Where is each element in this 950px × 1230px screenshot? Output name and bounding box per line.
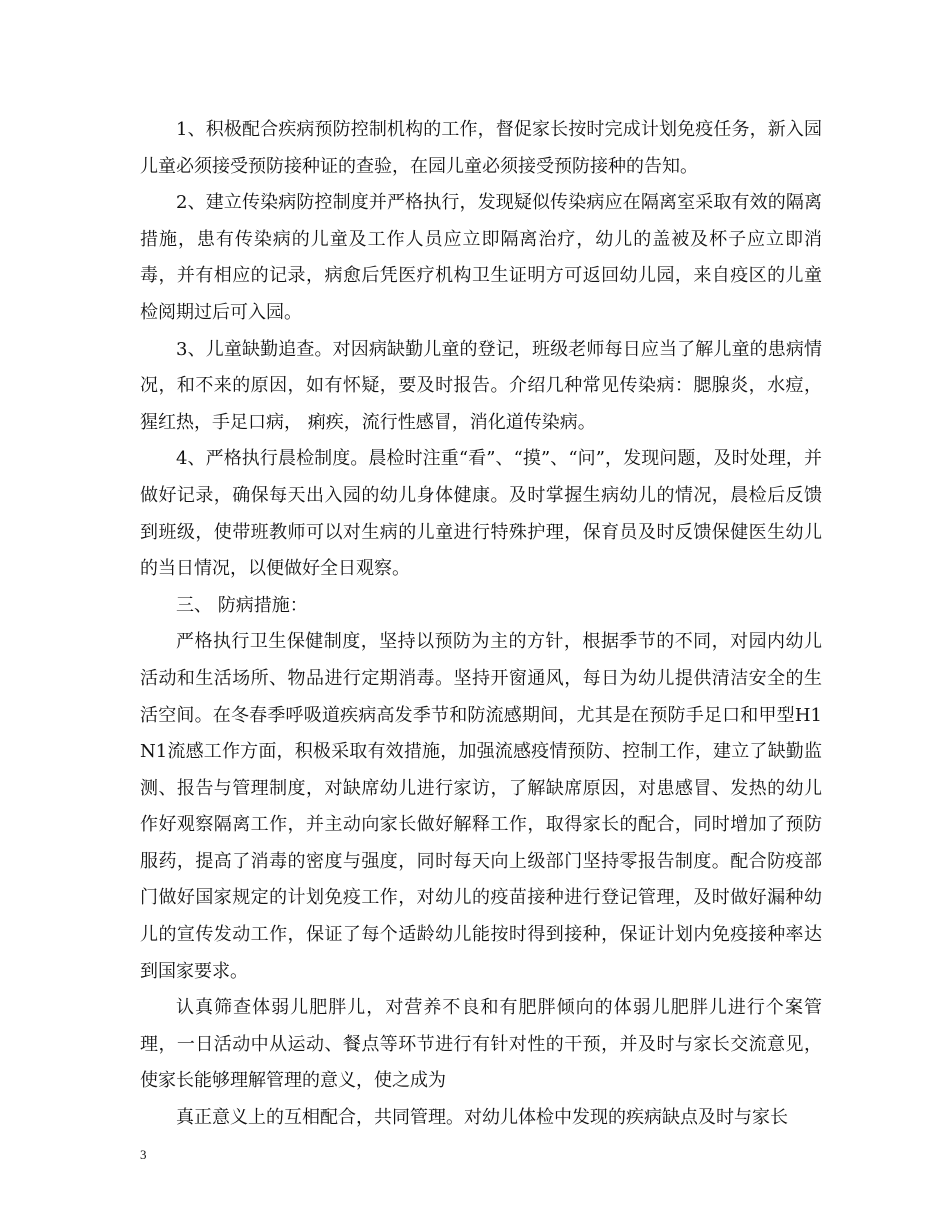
paragraph-infection-control: 2、建立传染病防控制度并严格执行，发现疑似传染病应在隔离室采取有效的隔离措施，患有传染病的儿童及工作人员应立即隔离治疗，幼儿的盖被及杯子应立即消毒，并有相应的记录，病愈后凭医疗机构卫生证明方可返回幼儿园，来自疫区的儿童检阅期过后可入园。 xyxy=(140,192,822,323)
paragraph-morning-check: 4、严格执行晨检制度。晨检时注重“看”、“摸”、“问”，发现问题，及时处理，并做好记录，确保每天出入园的幼儿身体健康。及时掌握生病幼儿的情况，晨检后反馈到班级，使带班教师可以对生病的儿童进行特殊护理，保育员及时反馈保健医生幼儿的当日情况，以便做好全日观察。 xyxy=(140,448,822,580)
paragraph-absence-tracking: 3、儿童缺勤追查。对因病缺勤儿童的登记，班级老师每日应当了解儿童的患病情况，和不来的原因，如有怀疑，要及时报告。介绍几种常见传染病：腮腺炎，水痘，猩红热，手足口病， 痢疾，流行性感冒，消化道传染病。 xyxy=(140,338,822,433)
page-number: 3 xyxy=(140,1147,147,1162)
paragraph-cooperation: 真正意义上的互相配合，共同管理。对幼儿体检中发现的疾病缺点及时与家长 xyxy=(176,1107,788,1129)
paragraph-weak-obese-children: 认真筛查体弱儿肥胖儿，对营养不良和有肥胖倾向的体弱儿肥胖儿进行个案管理，一日活动中从运动、餐点等环节进行有针对性的干预，并及时与家长交流意见，使家长能够理解管理的意义，使之成为 xyxy=(140,997,822,1092)
document-body xyxy=(140,112,822,1137)
paragraph-prevention-measures: 严格执行卫生保健制度，坚持以预防为主的方针，根据季节的不同，对园内幼儿活动和生活场所、物品进行定期消毒。坚持开窗通风，每日为幼儿提供清洁安全的生活空间。在冬春季呼吸道疾病高发季节和防流感期间，尤其是在预防手足口和甲型H1N1流感工作方面，积极采取有效措施，加强流感疫情预防、控制工作，建立了缺勤监测、报告与管理制度，对缺席幼儿进行家访，了解缺席原因，对患感冒、发热的幼儿作好观察隔离工作，并主动向家长做好解释工作，取得家长的配合，同时增加了预防服药，提高了消毒的密度与强度，同时每天向上级部门坚持零报告制度。配合防疫部门做好国家规定的计划免疫工作，对幼儿的疫苗接种进行登记管理，及时做好漏种幼儿的宣传发动工作，保证了每个适龄幼儿能按时得到接种，保证计划内免疫接种率达到国家要求。 xyxy=(140,631,822,982)
section-heading-prevention: 三、 防病措施： xyxy=(176,594,308,616)
paragraph-immunization: 1、积极配合疾病预防控制机构的工作，督促家长按时完成计划免疫任务，新入园儿童必须接受预防接种证的查验，在园儿童必须接受预防接种的告知。 xyxy=(140,119,822,177)
